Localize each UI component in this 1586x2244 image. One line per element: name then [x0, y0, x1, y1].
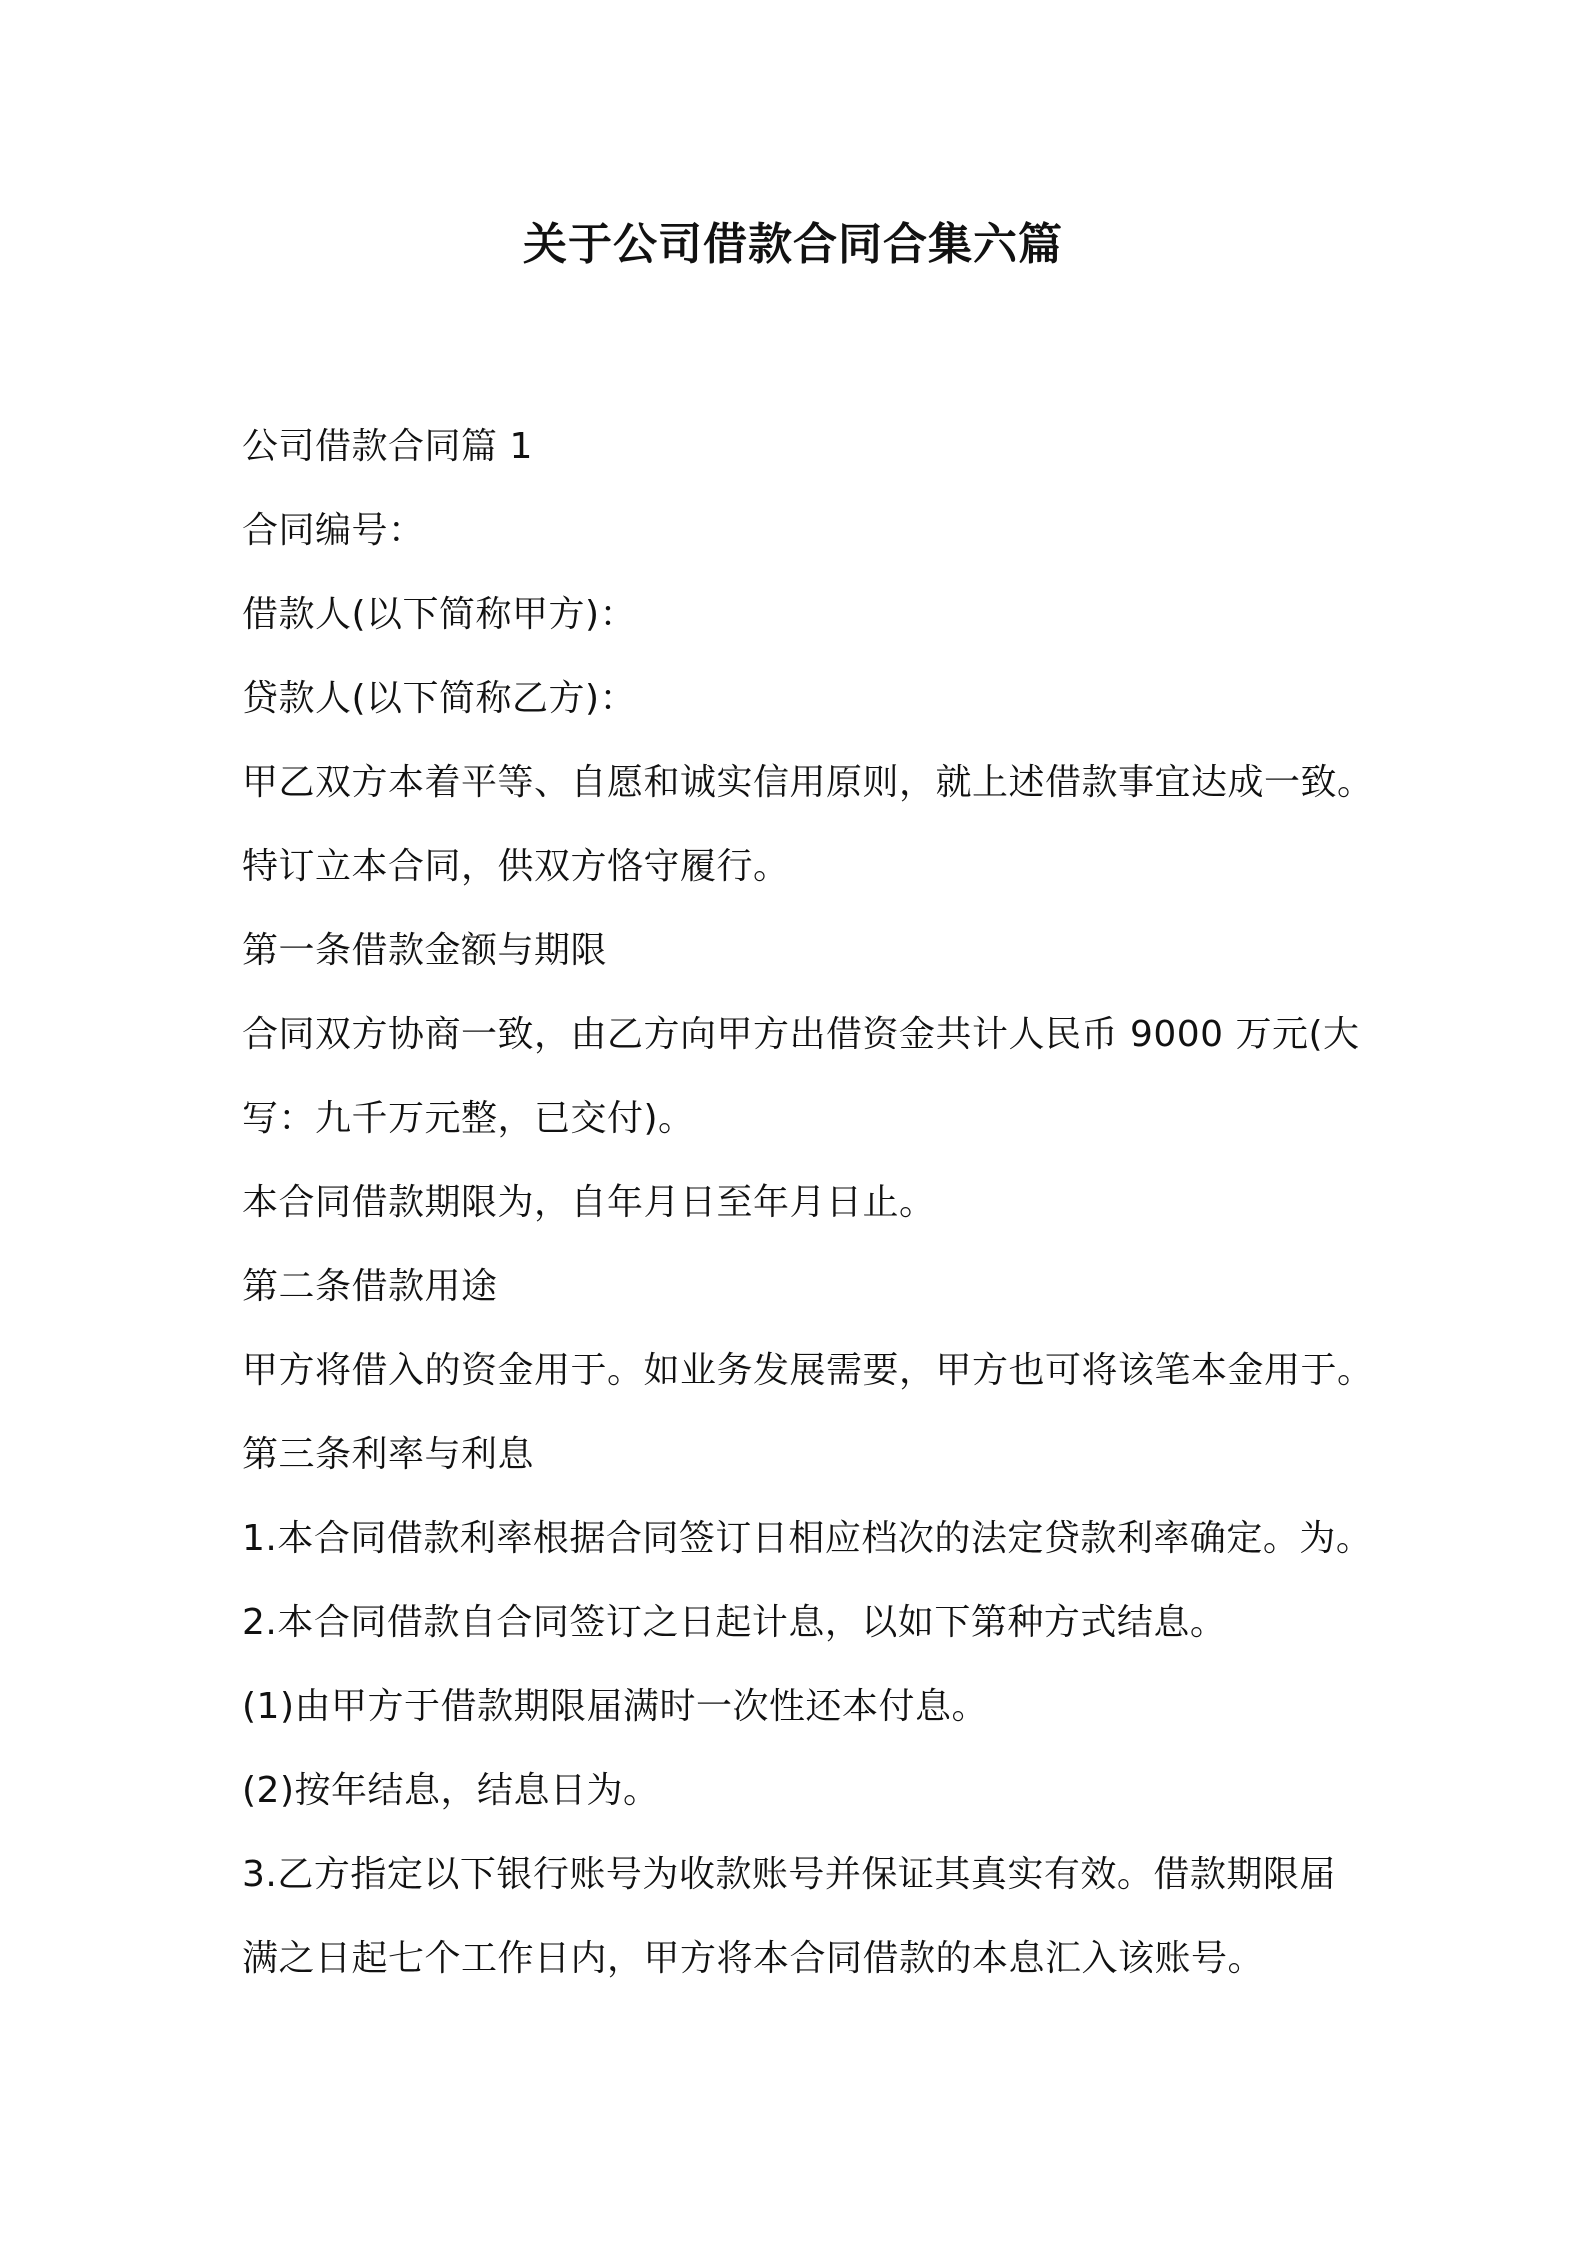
contract-number-line: 合同编号：: [242, 510, 425, 551]
article-heading: 第三条利率与利息: [242, 1434, 535, 1475]
clause-line: (1)由甲方于借款期限届满时一次性还本付息。: [242, 1686, 988, 1727]
borrower-line: 借款人(以下简称甲方)：: [242, 594, 637, 635]
document-body: [242, 405, 1392, 2001]
section-heading-1: 公司借款合同篇 1: [242, 426, 533, 467]
paragraph-line: 特订立本合同，供双方恪守履行。: [242, 846, 790, 887]
paragraph-line: 甲乙双方本着平等、自愿和诚实信用原则，就上述借款事宜达成一致。: [242, 762, 1374, 803]
paragraph-line: 甲方将借入的资金用于。如业务发展需要，甲方也可将该笔本金用于。: [242, 1350, 1374, 1391]
clause-line: 满之日起七个工作日内，甲方将本合同借款的本息汇入该账号。: [242, 1938, 1265, 1979]
clause-line: 3.乙方指定以下银行账号为收款账号并保证其真实有效。借款期限届: [242, 1854, 1336, 1895]
clause-line: (2)按年结息，结息日为。: [242, 1770, 660, 1811]
clause-line: 2.本合同借款自合同签订之日起计息，以如下第种方式结息。: [242, 1602, 1227, 1643]
lender-line: 贷款人(以下简称乙方)：: [242, 678, 637, 719]
clause-line: 1.本合同借款利率根据合同签订日相应档次的法定贷款利率确定。为。: [242, 1518, 1373, 1559]
article-heading: 第二条借款用途: [242, 1266, 498, 1307]
paragraph-line: 本合同借款期限为，自年月日至年月日止。: [242, 1182, 936, 1223]
article-heading: 第一条借款金额与期限: [242, 930, 608, 971]
paragraph-line: 合同双方协商一致，由乙方向甲方出借资金共计人民币 9000 万元(大: [242, 1014, 1360, 1055]
document-title: 关于公司借款合同合集六篇: [523, 219, 1063, 270]
paragraph-line: 写：九千万元整，已交付)。: [242, 1098, 695, 1139]
